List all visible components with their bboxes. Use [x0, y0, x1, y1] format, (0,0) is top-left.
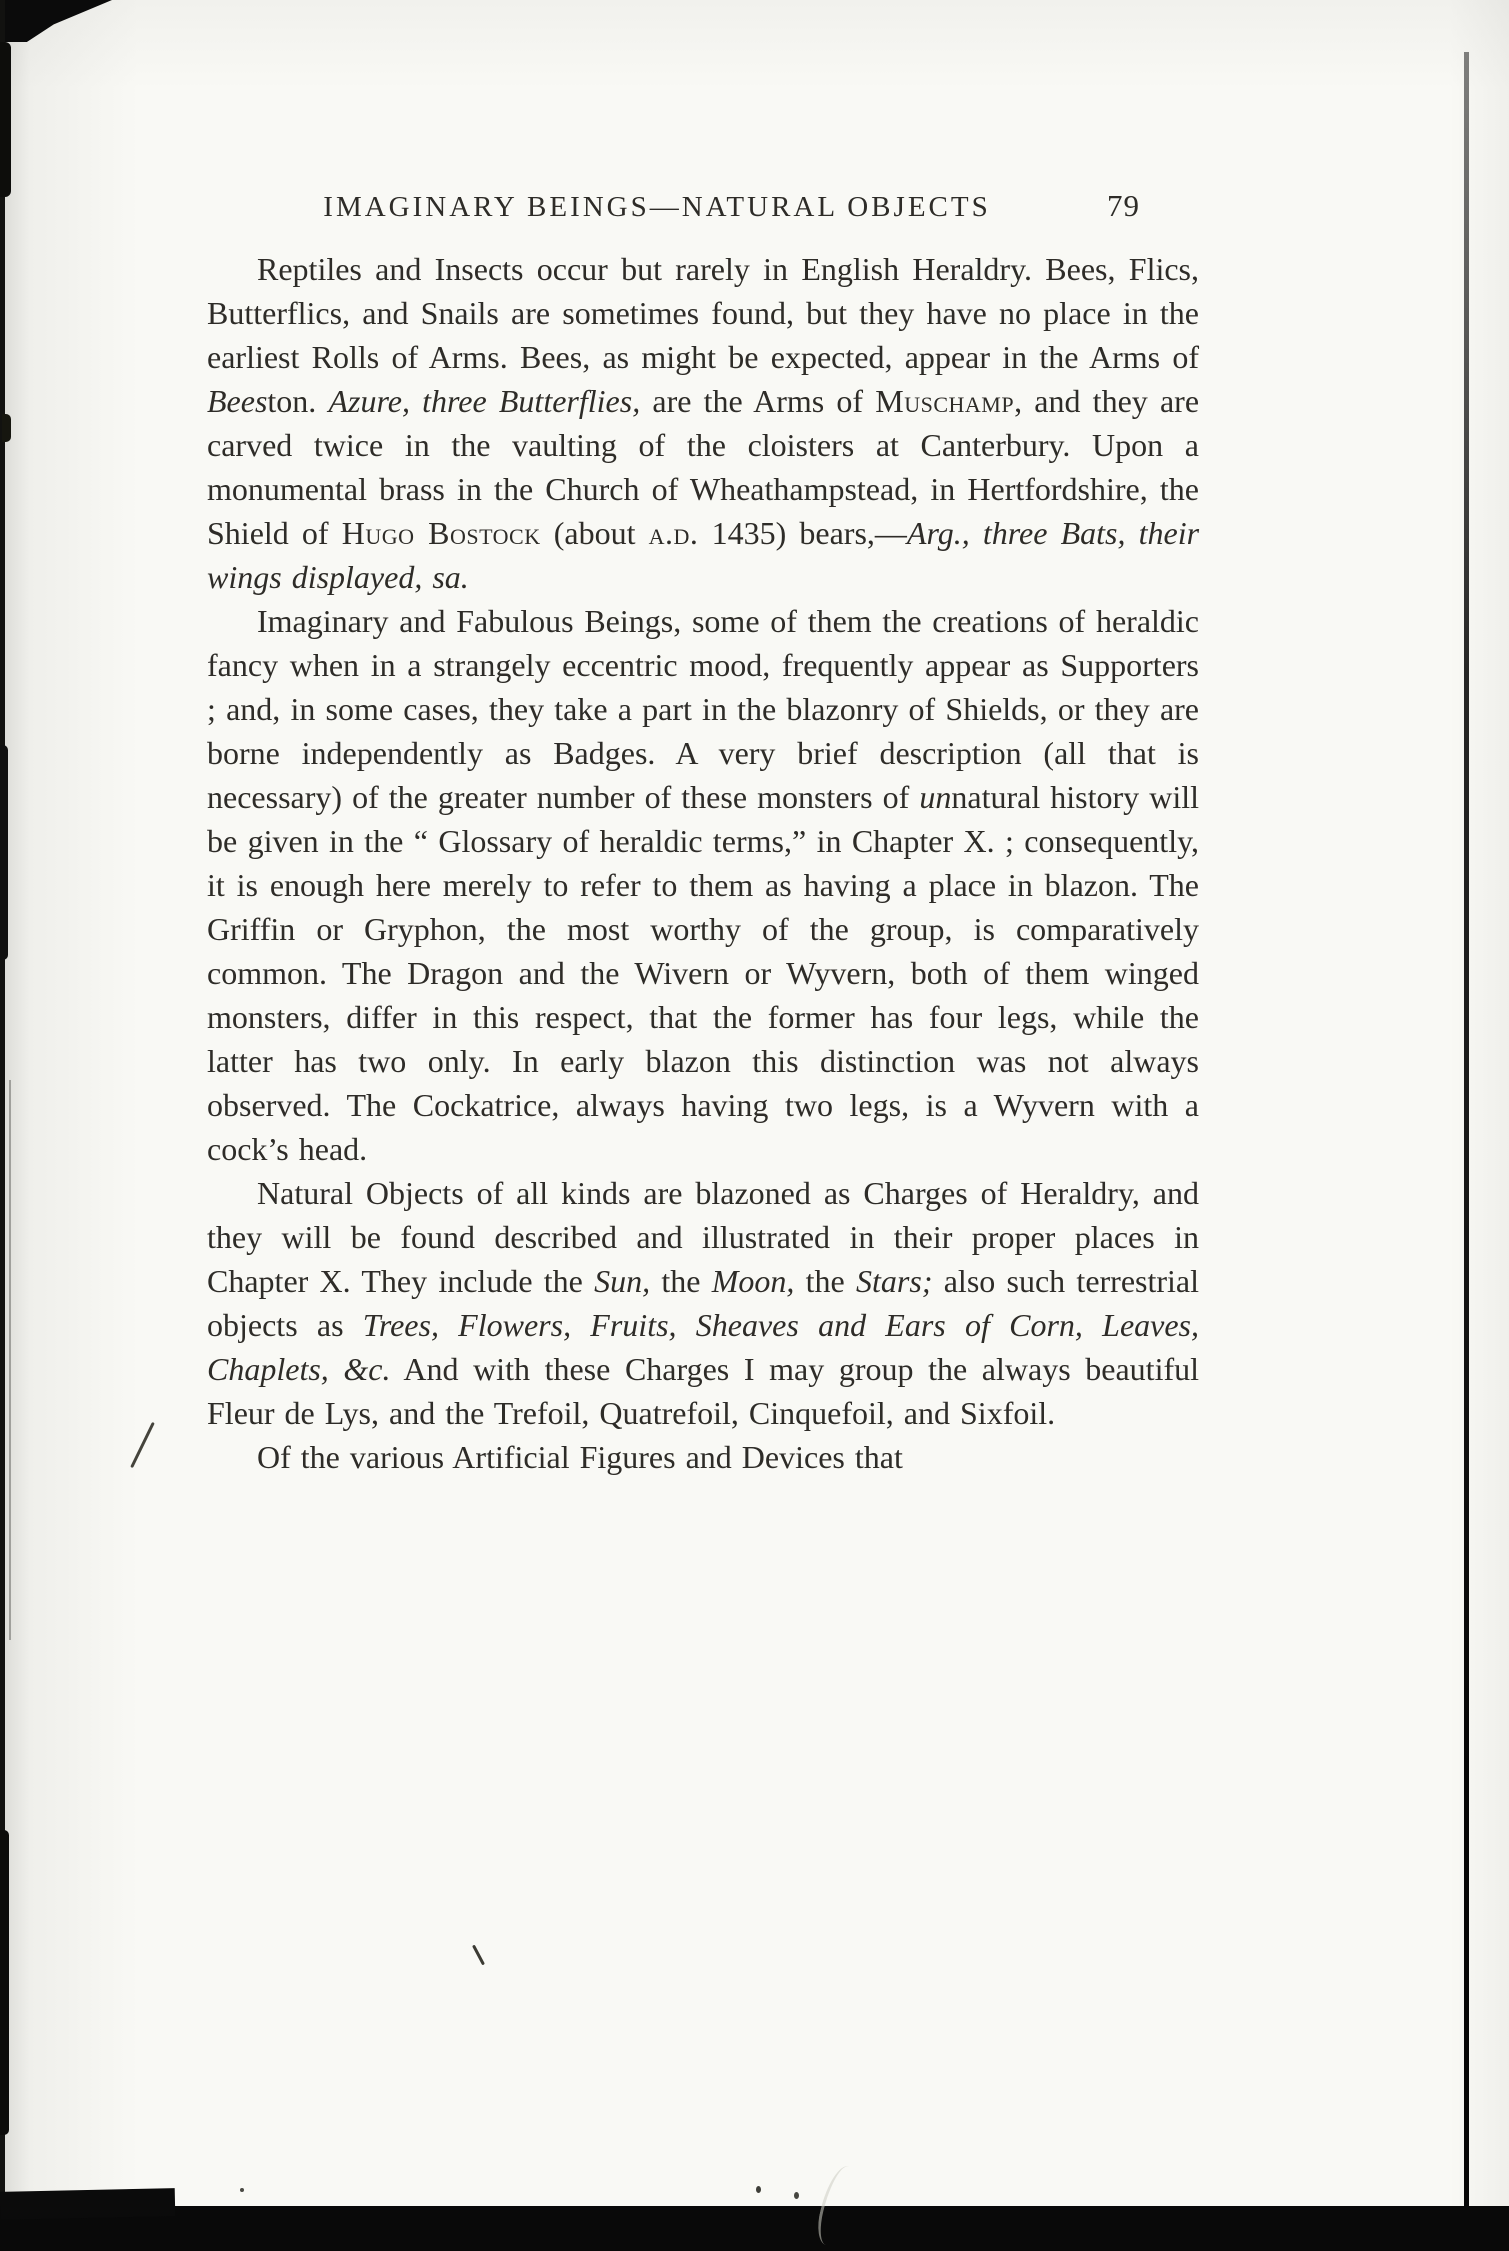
text-segment: the [794, 1263, 857, 1299]
scan-artifact-left-faint-line [9, 1080, 11, 1640]
smallcaps-text-segment: Muschamp [875, 383, 1015, 419]
pen-mark-bottom-dots [756, 2186, 761, 2193]
italic-text-segment: Trees, Flowers, Fruits, Sheaves and Ears of Corn, Leaves, Chaplets, &c. [207, 1307, 1200, 1387]
scan-artifact-top-left-corner [0, 0, 112, 42]
text-segment: the [650, 1263, 712, 1299]
paragraph-1 [207, 247, 1199, 599]
text-segment: Of the various Artificial Figures and Devices that [257, 1439, 903, 1475]
text-segment: Reptiles and Insects occur but rarely in English Heraldry. Bees, Flics, Butterflics, and Snails are sometimes found, but they have no place in the earliest Rolls of Arms. Bees, as might be expected, appear in the Arms of [207, 251, 1199, 375]
italic-text-segment: Arg., three Bats, their wings displayed, sa. [207, 515, 1200, 595]
text-segment: are the Arms of [640, 383, 876, 419]
smallcaps-text-segment: a.d. [648, 515, 699, 551]
scan-artifact-left-hook [2, 414, 11, 442]
paragraph-4 [207, 1435, 1199, 1479]
scan-artifact-right-edge [1464, 52, 1469, 2251]
page-number: 79 [1107, 188, 1140, 223]
paragraph-3 [207, 1171, 1199, 1435]
text-segment: 1435) bears,— [698, 515, 907, 551]
text-segment: Imaginary and Fabulous Beings, some of them the creations of heraldic fancy when in a strangely eccentric mood, frequently appear as Supporters ; and, in some cases, they take a part in the blazonry of Shields, or they are borne independently as Badges. A very brief description (all that is necessary) of the greater number of these monsters of [207, 603, 1199, 815]
text-segment: also such terrestrial objects as [207, 1263, 1200, 1343]
scan-artifact-left-blob-3 [0, 1830, 9, 2135]
italic-text-segment: Stars; [856, 1263, 933, 1299]
scan-artifact-left-blob-2 [0, 745, 8, 960]
italic-text-segment: Sun, [594, 1263, 651, 1299]
scan-artifact-left-blob-1 [0, 42, 11, 197]
text-segment: , and they are carved twice in the vaulting of the cloisters at Canterbury. Upon a monumental brass in the Church of Wheathampstead, in Hertfordshire, the Shield of [207, 383, 1200, 551]
scan-artifact-bottom-edge [0, 2206, 1509, 2251]
scan-artifact-bottom-bump [0, 2188, 175, 2220]
italic-text-segment: Bees [207, 383, 268, 419]
text-segment: Natural Objects of all kinds are blazoned as Charges of Heraldry, and they will be found described and illustrated in their proper places in Chapter X. They include the [207, 1175, 1199, 1299]
text-segment: And with these Charges I may group the always beautiful Fleur de Lys, and the Trefoil, Quatrefoil, Cinquefoil, and Sixfoil. [207, 1351, 1200, 1431]
running-head-title: IMAGINARY BEINGS—NATURAL OBJECTS [323, 191, 991, 223]
italic-text-segment: un [919, 779, 952, 815]
text-segment: ton. [267, 383, 329, 419]
body-text [207, 247, 1199, 1479]
text-segment: (about [540, 515, 649, 551]
italic-text-segment: Moon, [711, 1263, 795, 1299]
italic-text-segment: Azure, three Butterflies, [328, 383, 641, 419]
paragraph-2 [207, 599, 1199, 1171]
running-head [207, 188, 1199, 224]
pen-mark-tick [472, 1945, 485, 1966]
scan-artifact-bottom-noise [240, 2188, 244, 2192]
pen-mark-slash [130, 1422, 155, 1468]
text-segment: natural history will be given in the “ Glossary of heraldic terms,” in Chapter X. ; consequently, it is enough here merely to refer to them as having a place in blazon. The Griffin or Gryphon, the most worthy of the group, is comparatively common. The Dragon and the Wivern or Wyvern, both of them winged monsters, differ in this respect, that the former has four legs, while the latter has two only. In early blazon this distinction was not always observed. The Cockatrice, always having two legs, is a Wyvern with a cock’s head. [207, 779, 1200, 1167]
smallcaps-text-segment: Hugo Bostock [341, 515, 541, 551]
